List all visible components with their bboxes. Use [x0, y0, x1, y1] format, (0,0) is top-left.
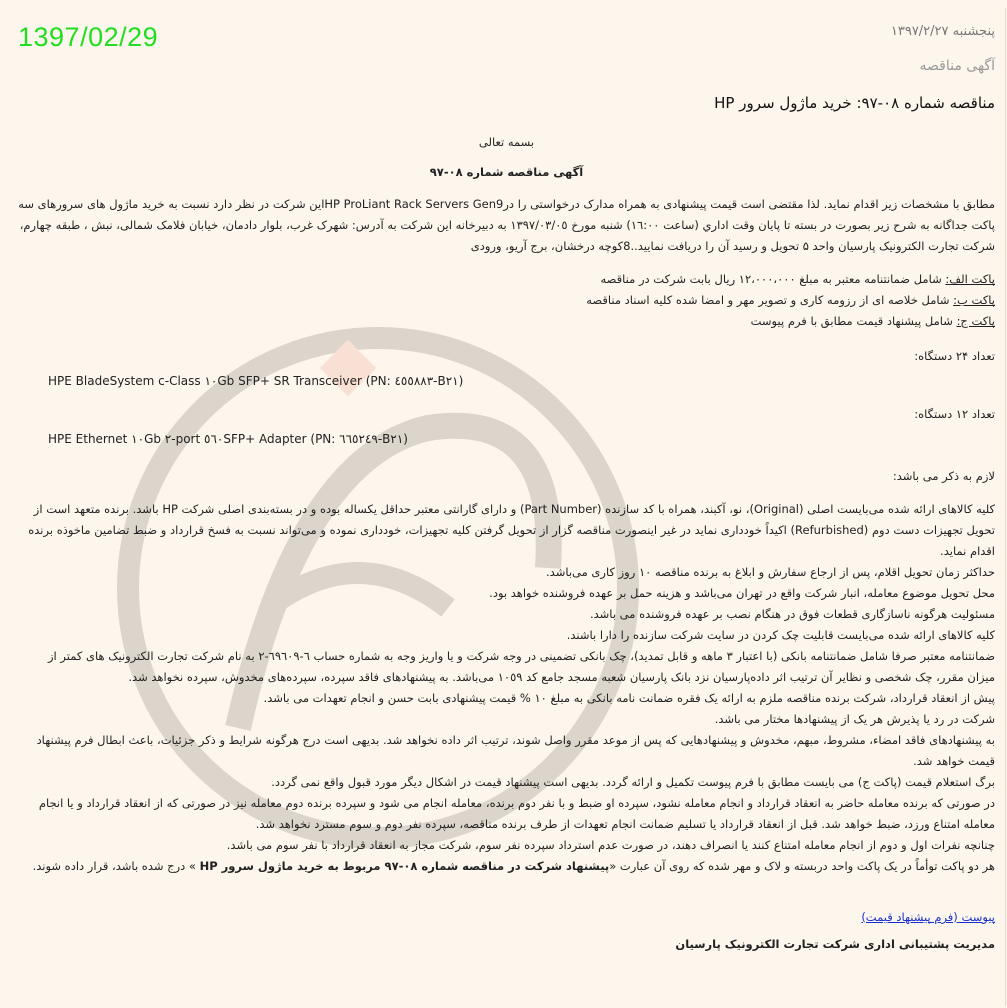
final-instruction [18, 856, 995, 877]
final-prefix: هر دو پاکت توأماً در یک پاکت واحد دربسته و لاک و مهر شده که روی آن عبارت « [609, 859, 995, 873]
bismillah: بسمه تعالی [478, 135, 535, 149]
notice-page [8, 8, 1006, 1006]
note-10: برگ استعلام قیمت (پاکت ج) می بایست مطابق با فرم پیوست تکمیل و ارائه گردد. بدیهی است پیشنهاد قیمت در اشکال دیگر مورد قبول واقع نمی گردد. [271, 775, 995, 789]
notice-heading: آگهی مناقصه شماره ۰۸-۹۷ [429, 165, 584, 179]
packet-a-label: پاکت الف: [945, 272, 995, 286]
packet-a-text: شامل ضمانتنامه معتبر به مبلغ ١٢،٠٠٠،٠٠٠ ریال بابت شرکت در مناقصه [600, 272, 946, 286]
intro-paragraph: مطابق با مشخصات زیر اقدام نماید. لذا مقتضی است قیمت پیشنهادی به همراه مدارک درخواستی را درHP ProLiant Rack Servers Gen9این شرکت در نظر دارد نسبت به خرید ماژول های سرورهای سه پاکت جداگانه به شرح زیر بصورت در بسته تا پایان وقت اداري (ساعت ١٦:٠٠) شنبه مورخ ١٣٩٧/٠٣/٠٥ به دبیرخانه این شرکت به آدرس: شهرک غرب، بلوار دادمان، خیابان فلامک شمالی، نبش ، طبقه چهارم، شرکت تجارت الکترونیک پارسیان واحد ۵ تحویل و رسید آن را دریافت نمایید..8کوچه درخشان، برج آریو، ورودی [18, 197, 995, 253]
publish-date: پنجشنبه ۱۳۹۷/۲/۲۷ [890, 24, 995, 39]
notice-title: مناقصه شماره ۰۸-۹۷: خرید ماژول سرور HP [714, 94, 995, 112]
item2-count: تعداد ۱۲ دستگاه: [914, 407, 995, 421]
note-12: چنانچه نفرات اول و دوم از انجام معامله امتناع کنند یا انصراف دهند، در صورت عدم استرداد سپرده نفر سوم، شرکت مجاز به انعقاد قرارداد با نفر سوم می باشد. [226, 838, 995, 852]
packet-c-label: پاکت ج: [956, 314, 995, 328]
packet-b-text: شامل خلاصه ای از رزومه کاری و تصویر مهر و امضا شده کلیه اسناد مناقصه [586, 293, 954, 307]
item1-model: HPE BladeSystem c-Class ١٠Gb SFP+ SR Transceiver (PN: ٤٥٥٨٨٣-B٢١) [48, 374, 464, 388]
packet-b [18, 290, 995, 311]
packet-c-text: شامل پیشنهاد قیمت مطابق با فرم پیوست [750, 314, 957, 328]
note-9: به پیشنهادهای فاقد امضاء، مشروط، مبهم، مخدوش و پیشنهادهایی که پس از موعد مقرر واصل شوند، ترتیب اثر داده نخواهد شد. بدیهی است درج هرگونه شرایط و ذکر جزئیات، باعث ابطال فرم پیشنهاد قیمت خواهد شد. [36, 733, 995, 768]
signature: مدیریت پشتیبانی اداری شرکت تجارت الکترونیک پارسیان [675, 937, 995, 951]
final-bold-phrase: پیشنهاد شرکت در مناقصه شماره ۰۸-۹۷ مربوط به خرید ماژول سرور HP [199, 859, 610, 873]
item1-count: تعداد ۲۴ دستگاه: [914, 349, 995, 363]
note-3: محل تحویل موضوع معامله، انبار شرکت واقع در تهران می‌باشد و هزینه حمل بر عهده فروشنده خواهد بود. [489, 586, 995, 600]
notes-heading: لازم به ذکر می باشد: [892, 469, 995, 483]
attachment-link[interactable]: پیوست (فرم پیشنهاد قیمت) [861, 910, 995, 924]
note-5: کلیه کالاهای ارائه شده می‌بایست قابلیت چک کردن در سایت شرکت سازنده را دارا باشند. [566, 628, 995, 642]
note-11: در صورتی که برنده معامله حاضر به انعقاد قرارداد و انجام معامله نشود، سپرده او ضبط و با نفر دوم برنده، معامله انجام می شود و سپرده برنده دوم معامله نیز در صورتی که از انعقاد قرارداد و یا انجام معامله امتناع ورزد، ضبط خواهد شد. قبل از انعقاد قرارداد یا تسلیم ضمانت انجام تعهدات از طرف برنده مناقصه، سپرده نفر دوم و سوم مسترد نخواهد شد. [38, 796, 995, 831]
packet-c [18, 311, 995, 332]
packet-a [18, 269, 995, 290]
note-8: شرکت در رد یا پذیرش هر یک از پیشنهادها مختار می باشد. [714, 712, 995, 726]
note-2: حداکثر زمان تحویل اقلام، پس از ارجاع سفارش و ابلاغ به برنده مناقصه ١٠ روز کاری می‌باشد. [546, 565, 995, 579]
final-suffix: » درج شده باشد، قرار داده شوند. [32, 859, 200, 873]
notice-type: آگهی مناقصه [919, 58, 995, 74]
note-4: مسئولیت هرگونه ناسازگاری قطعات فوق در هنگام نصب بر عهده فروشنده می باشد. [589, 607, 995, 621]
packet-b-label: پاکت ب: [953, 293, 995, 307]
note-7: پیش از انعقاد قرارداد، شرکت برنده مناقصه ملزم به ارائه یک فقره ضمانت نامه بانکی به مبلغ ١٠ % قیمت پیشنهادی بابت حسن و انجام تعهدات می باشد. [263, 691, 995, 705]
note-6: ضمانتنامه معتبر صرفا شامل ضمانتنامه بانکی (با اعتبار ۳ ماهه و قابل تمدید)، چک بانکی تضمینی در وجه شرکت و یا واریز وجه به شماره حساب ٦-٦٩٦٠٩-٢ به نام شرکت تجارت الکترونیک های کمتر از میزان مقرر، چک شخصی و نظایر آن ترتیب اثر داده‌پارسیان نزد بانک پارسیان شعبه مسجد جامع کد ١٠٥٩ می‌باشد. به پیشنهادهای فاقد سپرده، سپرده‌های مخدوش، سپرده نخواهد شد. [47, 649, 995, 684]
item2-model: HPE Ethernet ١٠Gb ٢-port ٥٦٠SFP+ Adapter (PN: ٦٦٥٢٤٩-B٢١) [48, 432, 408, 446]
note-1: کلیه کالاهای ارائه شده می‌بایست اصلی (Original)، نو، آکبند، همراه با کد سازنده (Part Number) و دارای گارانتی معتبر حداقل یکساله بوده و در بسته‌بندی اصلی شرکت HP باشد. برنده متعهد است از تحویل تجهیزات دست دوم (Refurbished) اکیداً خودداری نماید در غیر اینصورت مناقصه گزار از تحویل گرفتن کلیه تجهیزات، خودداری نموده و می‌تواند نسبت به فسخ قرارداد و ضبط تضامین ماخوذه برنده اقدام نماید. [28, 502, 995, 558]
notice-body [18, 132, 995, 955]
stamp-date: 1397/02/29 [18, 22, 159, 52]
